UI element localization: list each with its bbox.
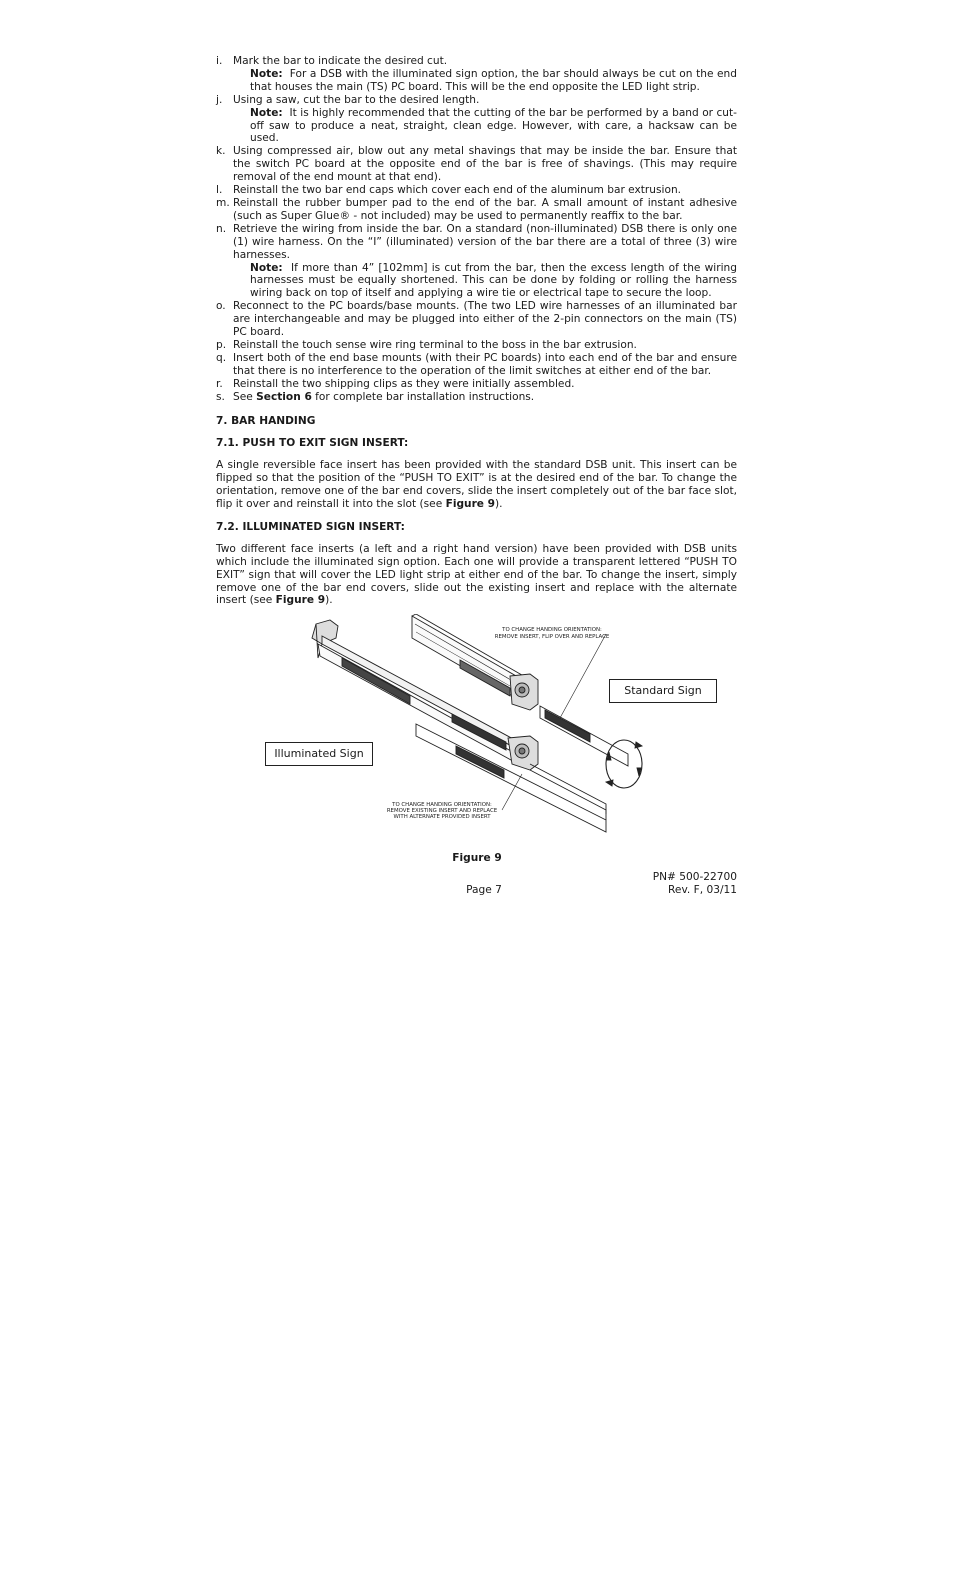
step-text: Reinstall the two shipping clips as they were initially assembled. bbox=[233, 377, 575, 390]
step-text: Reinstall the touch sense wire ring terminal to the boss in the bar extrusion. bbox=[233, 338, 637, 351]
page-content bbox=[216, 55, 737, 607]
paragraph-7-1 bbox=[216, 459, 737, 511]
step-text: Reinstall the two bar end caps which cover each end of the aluminum bar extrusion. bbox=[233, 184, 682, 197]
part-number: PN# 500-22700 bbox=[652, 871, 737, 883]
section-reference: Section 6 bbox=[256, 390, 312, 403]
paragraph-text-end: ). bbox=[325, 594, 333, 607]
step-note bbox=[233, 262, 737, 301]
bottom-note-line3: WITH ALTERNATE PROVIDED INSERT bbox=[393, 814, 491, 820]
step-l bbox=[216, 184, 737, 197]
note-label: Note: bbox=[250, 106, 283, 119]
standard-sign-label: Standard Sign bbox=[609, 679, 717, 703]
step-i bbox=[216, 55, 737, 94]
step-marker: s. bbox=[216, 390, 225, 403]
step-text: Retrieve the wiring from inside the bar. On a standard (non-illuminated) DSB there is only one (1) wire harness. On the “I” (illuminated) version of the bar there are a total of three (3) wire harnesses. bbox=[233, 222, 737, 261]
step-text: Reinstall the rubber bumper pad to the end of the bar. A small amount of instant adhesive (such as Super Glue® - not included) may be used to permanently reaffix to the bar. bbox=[233, 196, 737, 222]
paragraph-text-end: ). bbox=[495, 498, 503, 510]
step-text bbox=[233, 391, 737, 404]
section-heading-7: 7. BAR HANDING bbox=[216, 415, 316, 428]
step-marker: o. bbox=[216, 300, 226, 313]
step-marker: j. bbox=[216, 93, 223, 106]
step-marker: k. bbox=[216, 145, 226, 158]
note-text: If more than 4” [102mm] is cut from the bar, then the excess length of the wiring harnesses must be equally shortened. This can be done by folding or rolling the harness wiring back on top of itself and applying a wire tie or electrical tape to secure the loop. bbox=[250, 261, 737, 300]
step-q bbox=[216, 352, 737, 378]
step-text-post: for complete bar installation instructions. bbox=[311, 390, 535, 403]
top-note-line2: REMOVE INSERT, FLIP OVER AND REPLACE bbox=[494, 634, 610, 640]
leader-line-standard bbox=[560, 634, 606, 718]
figure-reference: Figure 9 bbox=[445, 498, 496, 510]
step-p bbox=[216, 339, 737, 352]
step-o bbox=[216, 300, 737, 339]
note-label: Note: bbox=[250, 67, 283, 80]
revision: Rev. F, 03/11 bbox=[668, 884, 737, 896]
step-k bbox=[216, 145, 737, 184]
bar-drawing bbox=[260, 614, 730, 854]
top-note-line1: TO CHANGE HANDING ORIENTATION: bbox=[502, 627, 602, 633]
illuminated-sign-label: Illuminated Sign bbox=[265, 742, 373, 766]
step-marker: l. bbox=[216, 184, 223, 197]
figure-caption: Figure 9 bbox=[452, 852, 502, 864]
step-marker: q. bbox=[216, 351, 227, 364]
step-text: Insert both of the end base mounts (with their PC boards) into each end of the bar and ensure that there is no interference to the operation of the limit switches at either end of the bar. bbox=[233, 351, 737, 377]
step-text: Mark the bar to indicate the desired cut. bbox=[233, 55, 448, 67]
note-text: For a DSB with the illuminated sign option, the bar should always be cut on the end that houses the main (TS) PC board. This will be the end opposite the LED light strip. bbox=[250, 67, 737, 93]
step-marker: m. bbox=[216, 196, 230, 209]
step-text: Using a saw, cut the bar to the desired length. bbox=[233, 93, 480, 106]
figure-9-illustration bbox=[260, 614, 730, 854]
step-marker: i. bbox=[216, 55, 223, 67]
step-n bbox=[216, 223, 737, 300]
paragraph-text: Two different face inserts (a left and a right hand version) have been provided with DSB units which include the illuminated sign option. Each one will provide a transparent lettered “PUSH TO EXIT” sign that will cover the LED light strip at either end of the bar. To change the insert, simply remove one of the bar end covers, slide out the existing insert and replace with the alternate insert (see bbox=[216, 542, 737, 607]
step-text: Reconnect to the PC boards/base mounts. (The two LED wire harnesses of an illuminated bar are interchangeable and may be plugged into either of the 2-pin connectors on the main (TS) PC board. bbox=[233, 300, 737, 339]
step-marker: n. bbox=[216, 222, 227, 235]
step-text-pre: See bbox=[233, 390, 257, 403]
paragraph-7-2 bbox=[216, 543, 737, 608]
step-note bbox=[233, 68, 737, 94]
note-text: It is highly recommended that the cutting of the bar be performed by a band or cut-off saw to produce a neat, straight, clean edge. However, with care, a hacksaw can be used. bbox=[250, 106, 737, 145]
step-j bbox=[216, 94, 737, 146]
bottom-note-line2: REMOVE EXISTING INSERT AND REPLACE bbox=[386, 808, 498, 814]
note-label: Note: bbox=[250, 261, 283, 274]
step-marker: r. bbox=[216, 377, 223, 390]
paragraph-text: A single reversible face insert has been provided with the standard DSB unit. This insert can be flipped so that the position of the “PUSH TO EXIT” is at the desired end of the bar. To change the orientation, remove one of the bar end covers, slide the insert completely out of the bar face slot, flip it over and reinstall it into the slot (see bbox=[216, 459, 737, 510]
page-number: Page 7 bbox=[466, 884, 502, 896]
step-m bbox=[216, 197, 737, 223]
step-note bbox=[233, 107, 737, 146]
step-r bbox=[216, 378, 737, 391]
bottom-note-line1: TO CHANGE HANDING ORIENTATION: bbox=[392, 802, 492, 808]
figure-reference: Figure 9 bbox=[275, 594, 326, 607]
step-marker: p. bbox=[216, 338, 227, 351]
step-text: Using compressed air, blow out any metal shavings that may be inside the bar. Ensure that the switch PC board at the opposite end of the bar is free of shavings. (This may require removal of the end mount at that end). bbox=[233, 145, 737, 184]
section-heading-7-2: 7.2. ILLUMINATED SIGN INSERT: bbox=[216, 520, 405, 533]
step-s bbox=[216, 391, 737, 404]
section-heading-7-1: 7.1. PUSH TO EXIT SIGN INSERT: bbox=[216, 437, 409, 450]
